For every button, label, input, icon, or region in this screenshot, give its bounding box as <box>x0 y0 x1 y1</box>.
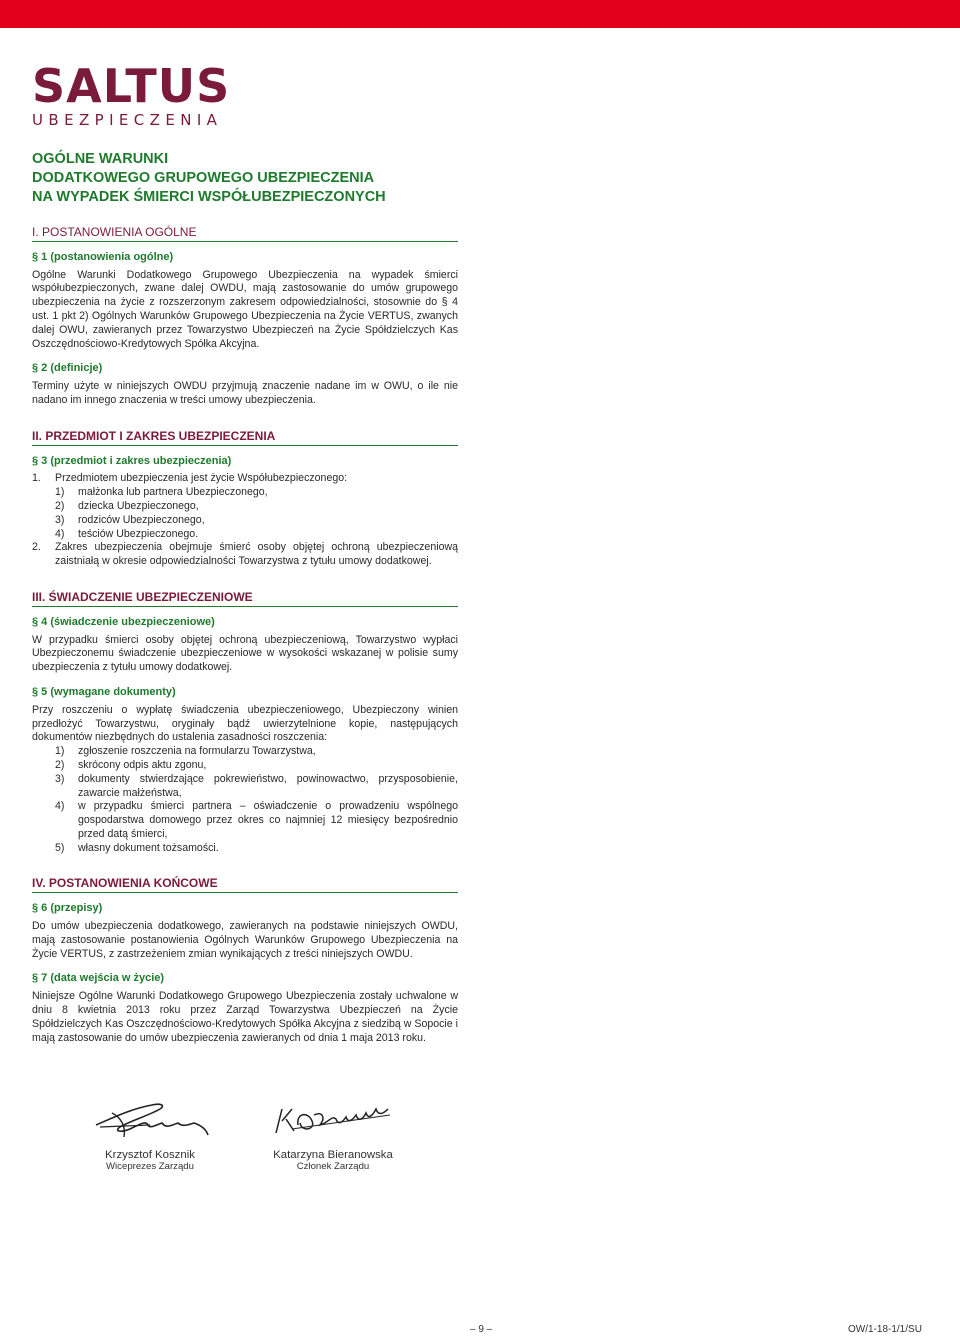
section-heading-4: IV. POSTANOWIENIA KOŃCOWE <box>32 877 458 893</box>
paragraph-heading-6: § 6 (przepisy) <box>32 902 103 915</box>
list-item <box>55 773 458 801</box>
paragraph-heading-2: § 2 (definicje) <box>32 362 103 375</box>
list-item <box>55 842 458 856</box>
section-heading-3: III. ŚWIADCZENIE UBEZPIECZENIOWE <box>32 591 458 607</box>
section-heading-2: II. PRZEDMIOT I ZAKRES UBEZPIECZENIA <box>32 430 458 446</box>
paragraph-text-7: Niniejsze Ogólne Warunki Dodatkowego Grupowego Ubezpieczenia zostały uchwalone w dniu 8 kwietnia 2013 roku przez Zarząd Towarzystwa Ubezpieczeń na Życie Spółdzielczych Kas Oszczędnościowo-Kredytowych Spółka Akcyjna z siedzibą w Sopocie i mają zastosowanie do umów ubezpieczenia zawieranych od dnia 1 maja 2013 roku. <box>32 990 458 1044</box>
signature-right-image <box>272 1095 394 1145</box>
section-heading-1: I. POSTANOWIENIA OGÓLNE <box>32 226 458 242</box>
sublist-coinsured <box>32 486 458 541</box>
list-text: małżonka lub partnera Ubezpieczonego, <box>78 486 268 499</box>
signature-block-left <box>90 1095 210 1172</box>
list-item <box>55 500 458 514</box>
list-item <box>32 472 458 486</box>
document-body <box>32 226 458 1045</box>
list-number: 1) <box>55 745 65 758</box>
list-number: 3) <box>55 772 65 785</box>
paragraph-text-5: Przy roszczeniu o wypłatę świadczenia ubezpieczeniowego, Ubezpieczony winien przedłożyć Towarzystwu, oryginały bądź uwierzytelnione kopie, następujących dokumentów niezbędnych do ustalenia zasadności roszczenia: <box>32 703 458 744</box>
title-line-1: OGÓLNE WARUNKI <box>32 151 169 167</box>
list-number: 2. <box>32 541 41 554</box>
signer-role-left: Wiceprezes Zarządu <box>106 1161 194 1172</box>
paragraph-heading-7: § 7 (data wejścia w życie) <box>32 972 165 985</box>
list-number: 1. <box>32 472 41 485</box>
list-item <box>55 745 458 759</box>
list-number: 1) <box>55 486 65 499</box>
document-title <box>32 150 472 207</box>
top-red-bar <box>0 0 960 28</box>
saltus-logo <box>32 59 231 129</box>
page-number: – 9 – <box>470 1324 493 1335</box>
list-text: w przypadku śmierci partnera – oświadczenie o prowadzeniu wspólnego gospodarstwa domowego przez okres co najmniej 12 miesięcy bezpośrednio przed datą śmierci, <box>78 800 458 840</box>
list-text: dokumenty stwierdzające pokrewieństwo, powinowactwo, przysposobienie, zawarcie małżeństwa, <box>78 772 458 799</box>
sublist-documents <box>32 745 458 855</box>
list-number: 4) <box>55 527 65 540</box>
list-item <box>55 514 458 528</box>
paragraph-text-1: Ogólne Warunki Dodatkowego Grupowego Ubezpieczenia na wypadek śmierci współubezpieczonych, zwane dalej OWDU, mają zastosowanie do umów grupowego ubezpieczenia na życie z rozszerzonym zakresem odpowiedzialności, stosownie do § 4 ust. 1 pkt 2) Ogólnych Warunków Grupowego Ubezpieczenia na Życie VERTUS, zwanych dalej OWU, zawieranych przez Towarzystwo Ubezpieczeń na Życie Spółdzielczych Kas Oszczędnościowo-Kredytowych Spółka Akcyjna. <box>32 268 458 350</box>
paragraph-text-4: W przypadku śmierci osoby objętej ochroną ubezpieczeniową, Towarzystwo wypłaci Ubezpieczonemu świadczenie ubezpieczeniowe w wysokości wskazanej w polisie sumy ubezpieczenia z tytułu umowy dodatkowej. <box>32 633 458 674</box>
paragraph-text-6: Do umów ubezpieczenia dodatkowego, zawieranych na podstawie niniejszych OWDU, mają zastosowanie postanowienia Ogólnych Warunków Grupowego Ubezpieczenia na Życie VERTUS, z zastrzeżeniem zmian wynikających z treści niniejszych OWDU. <box>32 920 458 960</box>
list-text: rodziców Ubezpieczonego, <box>78 513 205 526</box>
list-text: skrócony odpis aktu zgonu, <box>78 758 207 771</box>
list-number: 2) <box>55 499 65 512</box>
list-item <box>55 759 458 773</box>
list-text: Zakres ubezpieczenia obejmuje śmierć osoby objętej ochroną ubezpieczeniową zaistniałą w okresie odpowiedzialności Towarzystwa z tytułu umowy dodatkowej. <box>55 541 458 568</box>
list-text: Przedmiotem ubezpieczenia jest życie Współubezpieczonego: <box>55 472 348 485</box>
logo-wordmark: SALTUS <box>32 59 231 113</box>
list-number: 4) <box>55 800 65 813</box>
paragraph-heading-4: § 4 (świadczenie ubezpieczeniowe) <box>32 615 215 628</box>
signer-role-right: Członek Zarządu <box>296 1161 370 1172</box>
title-line-3: NA WYPADEK ŚMIERCI WSPÓŁUBEZPIECZONYCH <box>32 189 386 205</box>
list-text: dziecka Ubezpieczonego, <box>78 499 199 512</box>
paragraph-text-2: Terminy użyte w niniejszych OWDU przyjmują znaczenie nadane im w OWU, o ile nie nadano im innego znaczenia w treści umowy ubezpieczenia. <box>32 380 458 406</box>
title-line-2: DODATKOWEGO GRUPOWEGO UBEZPIECZENIA <box>32 170 375 186</box>
list-number: 2) <box>55 758 65 771</box>
list-text: teściów Ubezpieczonego. <box>78 527 199 540</box>
list-number: 3) <box>55 513 65 526</box>
paragraph-heading-5: § 5 (wymagane dokumenty) <box>32 685 176 698</box>
signer-name-right: Katarzyna Bieranowska <box>273 1149 393 1161</box>
logo-subtitle: UBEZPIECZENIA <box>32 111 223 129</box>
list-item <box>55 800 458 841</box>
list-item <box>55 486 458 500</box>
list-text: własny dokument tożsamości. <box>78 841 219 854</box>
list-item <box>55 528 458 542</box>
signature-left-image <box>90 1095 210 1145</box>
signer-name-left: Krzysztof Kosznik <box>105 1149 195 1161</box>
paragraph-heading-1: § 1 (postanowienia ogólne) <box>32 250 174 263</box>
document-code: OW/1-18-1/1/SU <box>848 1324 922 1335</box>
list-text: zgłoszenie roszczenia na formularzu Towarzystwa, <box>78 745 316 758</box>
paragraph-heading-3: § 3 (przedmiot i zakres ubezpieczenia) <box>32 454 232 467</box>
signature-block-right <box>272 1095 394 1172</box>
list-number: 5) <box>55 841 65 854</box>
list-item <box>32 541 458 569</box>
